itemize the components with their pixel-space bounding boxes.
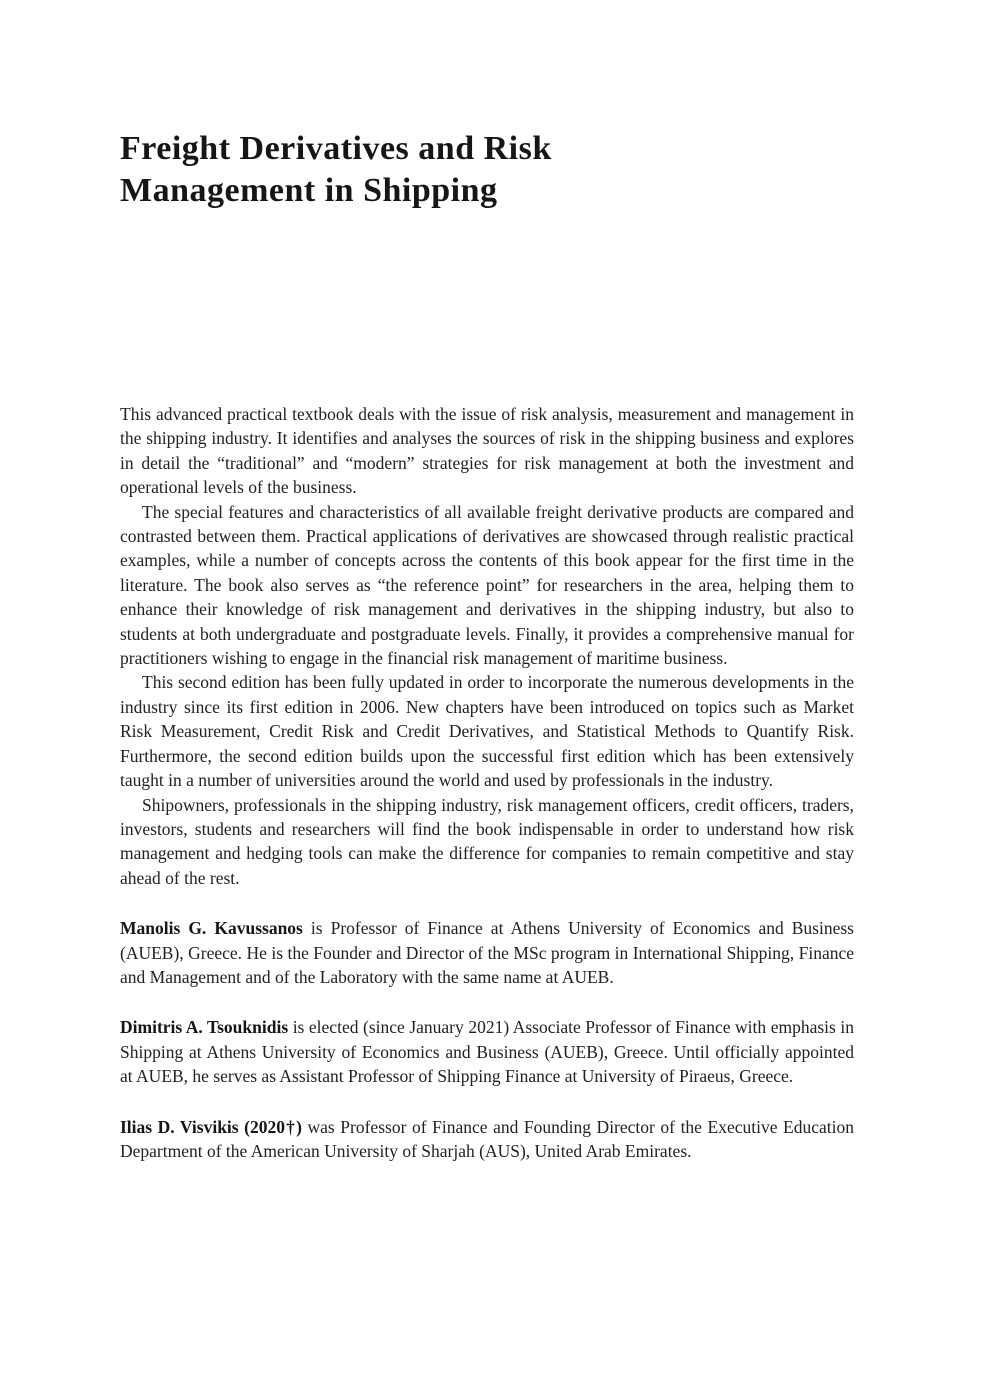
description-paragraph-3: This second edition has been fully updated in order to incorporate the numerous developments in the industry since its first edition in 2006. New chapters have been introduced on topics such as Market Risk Measurement, Credit Risk and Credit Derivatives, and Statistical Methods to Quantify Risk. Furthermore, the second edition builds upon the successful first edition which has been extensively taught in a number of universities around the world and used by professionals in the industry. xyxy=(120,672,854,791)
description-paragraph-1: This advanced practical textbook deals with the issue of risk analysis, measurement and management in the shipping industry. It identifies and analyses the sources of risk in the shipping business and explores in detail the “traditional” and “modern” strategies for risk management at both the investment and operational levels of the business. xyxy=(120,404,854,498)
author-bio-2 xyxy=(120,1015,854,1088)
author-bio-1 xyxy=(120,916,854,989)
page-title xyxy=(120,128,854,212)
page-title-line-1: Freight Derivatives and Risk xyxy=(120,130,552,167)
page-title-line-2: Management in Shipping xyxy=(120,172,498,209)
author-name-1: Manolis G. Kavussanos xyxy=(120,918,303,939)
book-description xyxy=(120,402,854,890)
author-bio-text-3: was Professor of Finance and Founding Director of the Executive Education Department of the American University of Sharjah (AUS), United Arab Emirates. xyxy=(120,1116,854,1161)
author-bio-text-1: is Professor of Finance at Athens University of Economics and Business (AUEB), Greece. He is the Founder and Director of the MSc program in International Shipping, Finance and Management and of the Laboratory with the same name at AUEB. xyxy=(120,918,854,987)
description-paragraph-2: The special features and characteristics of all available freight derivative products are compared and contrasted between them. Practical applications of derivatives are showcased through realistic practical examples, while a number of concepts across the contents of this book appear for the first time in the literature. The book also serves as “the reference point” for researchers in the area, helping them to enhance their knowledge of risk management and derivatives in the shipping industry, but also to students at both undergraduate and postgraduate levels. Finally, it provides a comprehensive manual for practitioners wishing to engage in the financial risk management of maritime business. xyxy=(120,501,854,669)
author-bios xyxy=(120,916,854,1163)
author-name-3: Ilias D. Visvikis (2020†) xyxy=(120,1116,302,1137)
author-name-2: Dimitris A. Tsouknidis xyxy=(120,1017,289,1038)
author-bio-text-2: is elected (since January 2021) Associate Professor of Finance with emphasis in Shipping at Athens University of Economics and Business (AUEB), Greece. Until officially appointed at AUEB, he serves as Assistant Professor of Shipping Finance at University of Piraeus, Greece. xyxy=(120,1017,854,1087)
author-bio-3 xyxy=(120,1115,854,1164)
description-paragraph-4: Shipowners, professionals in the shipping industry, risk management officers, credit officers, traders, investors, students and researchers will find the book indispensable in order to understand how risk management and hedging tools can make the difference for companies to remain competitive and stay ahead of the rest. xyxy=(120,794,854,888)
